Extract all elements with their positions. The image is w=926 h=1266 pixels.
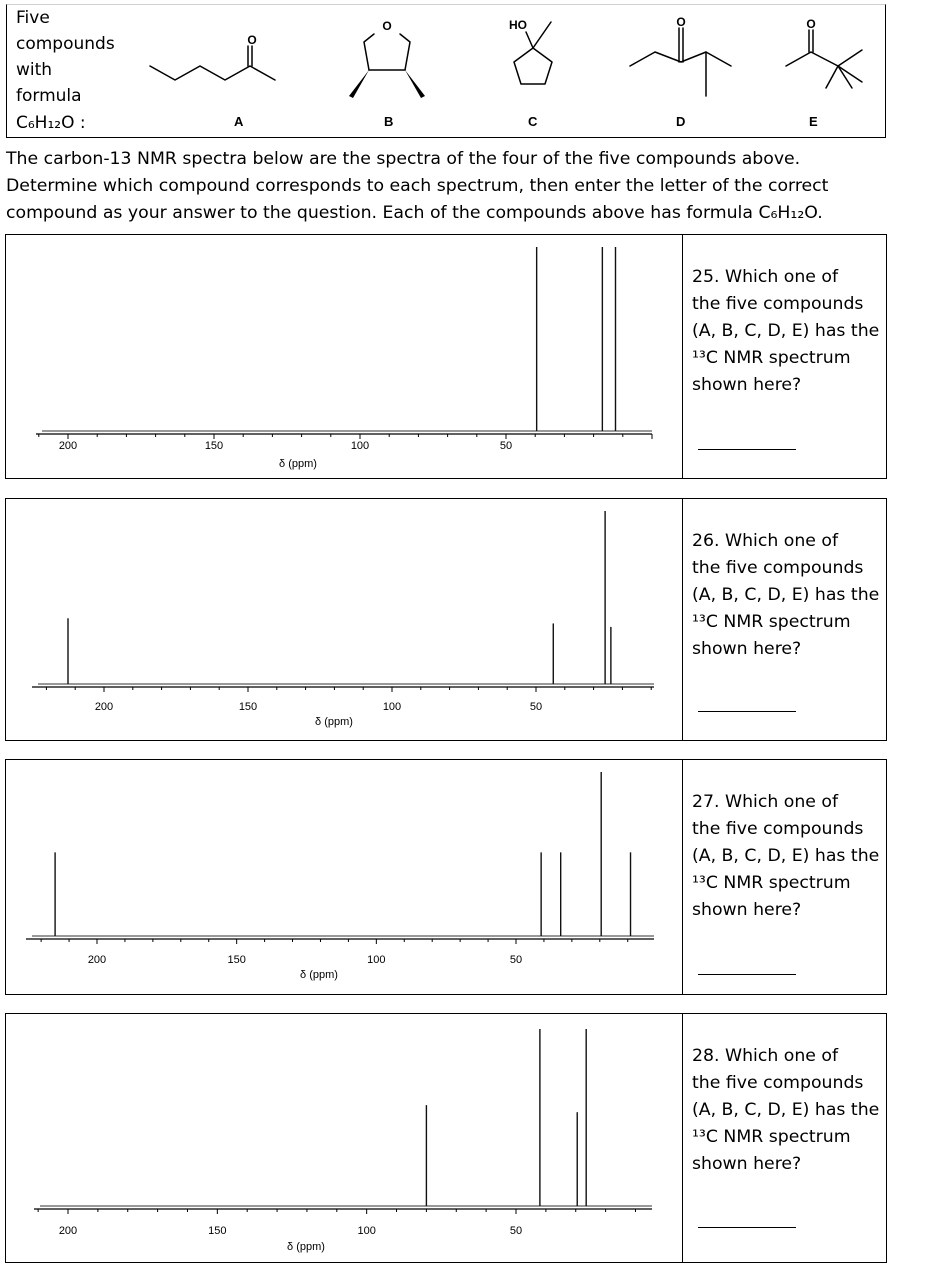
question-box-25 — [5, 234, 887, 479]
x-axis-tick-label: 100 — [350, 440, 370, 452]
question-text-28 — [692, 1043, 882, 1178]
question-box-27 — [5, 759, 887, 995]
question-line: ¹³C NMR spectrum — [692, 612, 851, 632]
x-axis-tick-label: 50 — [499, 440, 513, 452]
nmr-spectrum-28 — [6, 1014, 682, 1262]
question-line: 25. Which one of — [692, 267, 839, 287]
x-axis-tick-label: 100 — [382, 701, 402, 713]
structure-c-hydroxyl: HO — [509, 18, 527, 32]
question-line: 26. Which one of — [692, 531, 839, 551]
question-line: shown here? — [692, 639, 802, 659]
structure-e-oxygen: O — [806, 17, 816, 31]
x-axis-tick-label: 50 — [509, 1225, 523, 1237]
question-line: (A, B, C, D, E) has the — [692, 846, 880, 866]
answer-blank-26[interactable] — [698, 711, 796, 712]
x-axis-tick-label: 200 — [94, 701, 114, 713]
intro-line-1: Five — [16, 8, 50, 28]
nmr-spectrum-25 — [6, 235, 682, 478]
question-line: the five compounds — [692, 294, 864, 314]
x-axis-tick-label: 100 — [357, 1225, 376, 1237]
x-axis-tick-label: 200 — [58, 1225, 78, 1237]
structure-b-oxygen: O — [382, 19, 392, 33]
nmr-spectrum-27 — [6, 760, 682, 994]
structure-b-wedge-left — [349, 70, 369, 98]
x-axis-tick-label: 150 — [227, 954, 246, 966]
structure-a — [150, 46, 275, 80]
nmr-spectrum-26 — [6, 499, 682, 740]
x-axis-tick-label: 150 — [238, 701, 258, 713]
x-axis-title: δ (ppm) — [287, 1241, 325, 1253]
question-divider — [682, 235, 683, 478]
structure-d — [630, 28, 731, 96]
x-axis-tick-label: 150 — [208, 1225, 227, 1237]
question-line: ¹³C NMR spectrum — [692, 1127, 851, 1147]
question-text-25 — [692, 264, 882, 399]
x-axis-tick-label: 200 — [58, 440, 78, 452]
structure-d-oxygen: O — [676, 15, 686, 29]
question-line: 27. Which one of — [692, 792, 839, 812]
question-line: shown here? — [692, 1154, 802, 1174]
answer-blank-27[interactable] — [698, 974, 796, 975]
answer-blank-28[interactable] — [698, 1227, 796, 1228]
question-divider — [682, 499, 683, 740]
x-axis-title: δ (ppm) — [300, 969, 338, 981]
structure-b — [364, 34, 410, 70]
x-axis-tick-label: 50 — [529, 701, 543, 713]
x-axis-tick-label: 50 — [509, 954, 523, 966]
intro-line-2: compounds — [16, 34, 115, 54]
x-axis-tick-label: 150 — [204, 440, 224, 452]
question-line: 28. Which one of — [692, 1046, 839, 1066]
question-line: ¹³C NMR spectrum — [692, 348, 851, 368]
structure-a-oxygen: O — [247, 33, 257, 47]
question-text-26 — [692, 528, 882, 663]
question-line: shown here? — [692, 900, 802, 920]
structures-drawing — [0, 0, 926, 140]
intro-line-4: formula — [16, 86, 82, 106]
question-line: (A, B, C, D, E) has the — [692, 321, 880, 341]
formula-label: C₆H₁₂O : — [16, 113, 86, 133]
structure-b-wedge-right — [405, 70, 425, 98]
compound-letter-d: D — [676, 114, 686, 129]
instructions-text: The carbon-13 NMR spectra below are the spectra of the four of the five compounds above. Determine which compound corresponds to each spectrum, then enter the letter of the correct compound as your answer to the question. Each of the compounds above has formula C₆H₁₂O. — [6, 149, 829, 223]
x-axis-tick-label: 100 — [367, 954, 386, 966]
x-axis-title: δ (ppm) — [315, 716, 353, 728]
x-axis-title: δ (ppm) — [279, 458, 317, 470]
compound-letter-e: E — [809, 114, 818, 129]
question-divider — [682, 1014, 683, 1262]
answer-blank-25[interactable] — [698, 449, 796, 450]
question-line: the five compounds — [692, 1073, 864, 1093]
intro-line-3: with — [16, 60, 53, 80]
question-line: (A, B, C, D, E) has the — [692, 1100, 880, 1120]
question-text-27 — [692, 789, 882, 924]
question-divider — [682, 760, 683, 994]
compound-letter-a: A — [234, 114, 244, 129]
question-line: ¹³C NMR spectrum — [692, 873, 851, 893]
structure-e — [786, 30, 862, 88]
compound-letter-b: B — [384, 114, 394, 129]
question-box-26 — [5, 498, 887, 741]
question-line: the five compounds — [692, 819, 864, 839]
x-axis-tick-label: 200 — [87, 954, 107, 966]
question-box-28 — [5, 1013, 887, 1263]
question-line: the five compounds — [692, 558, 864, 578]
question-line: (A, B, C, D, E) has the — [692, 585, 880, 605]
compound-letter-c: C — [528, 114, 538, 129]
question-line: shown here? — [692, 375, 802, 395]
